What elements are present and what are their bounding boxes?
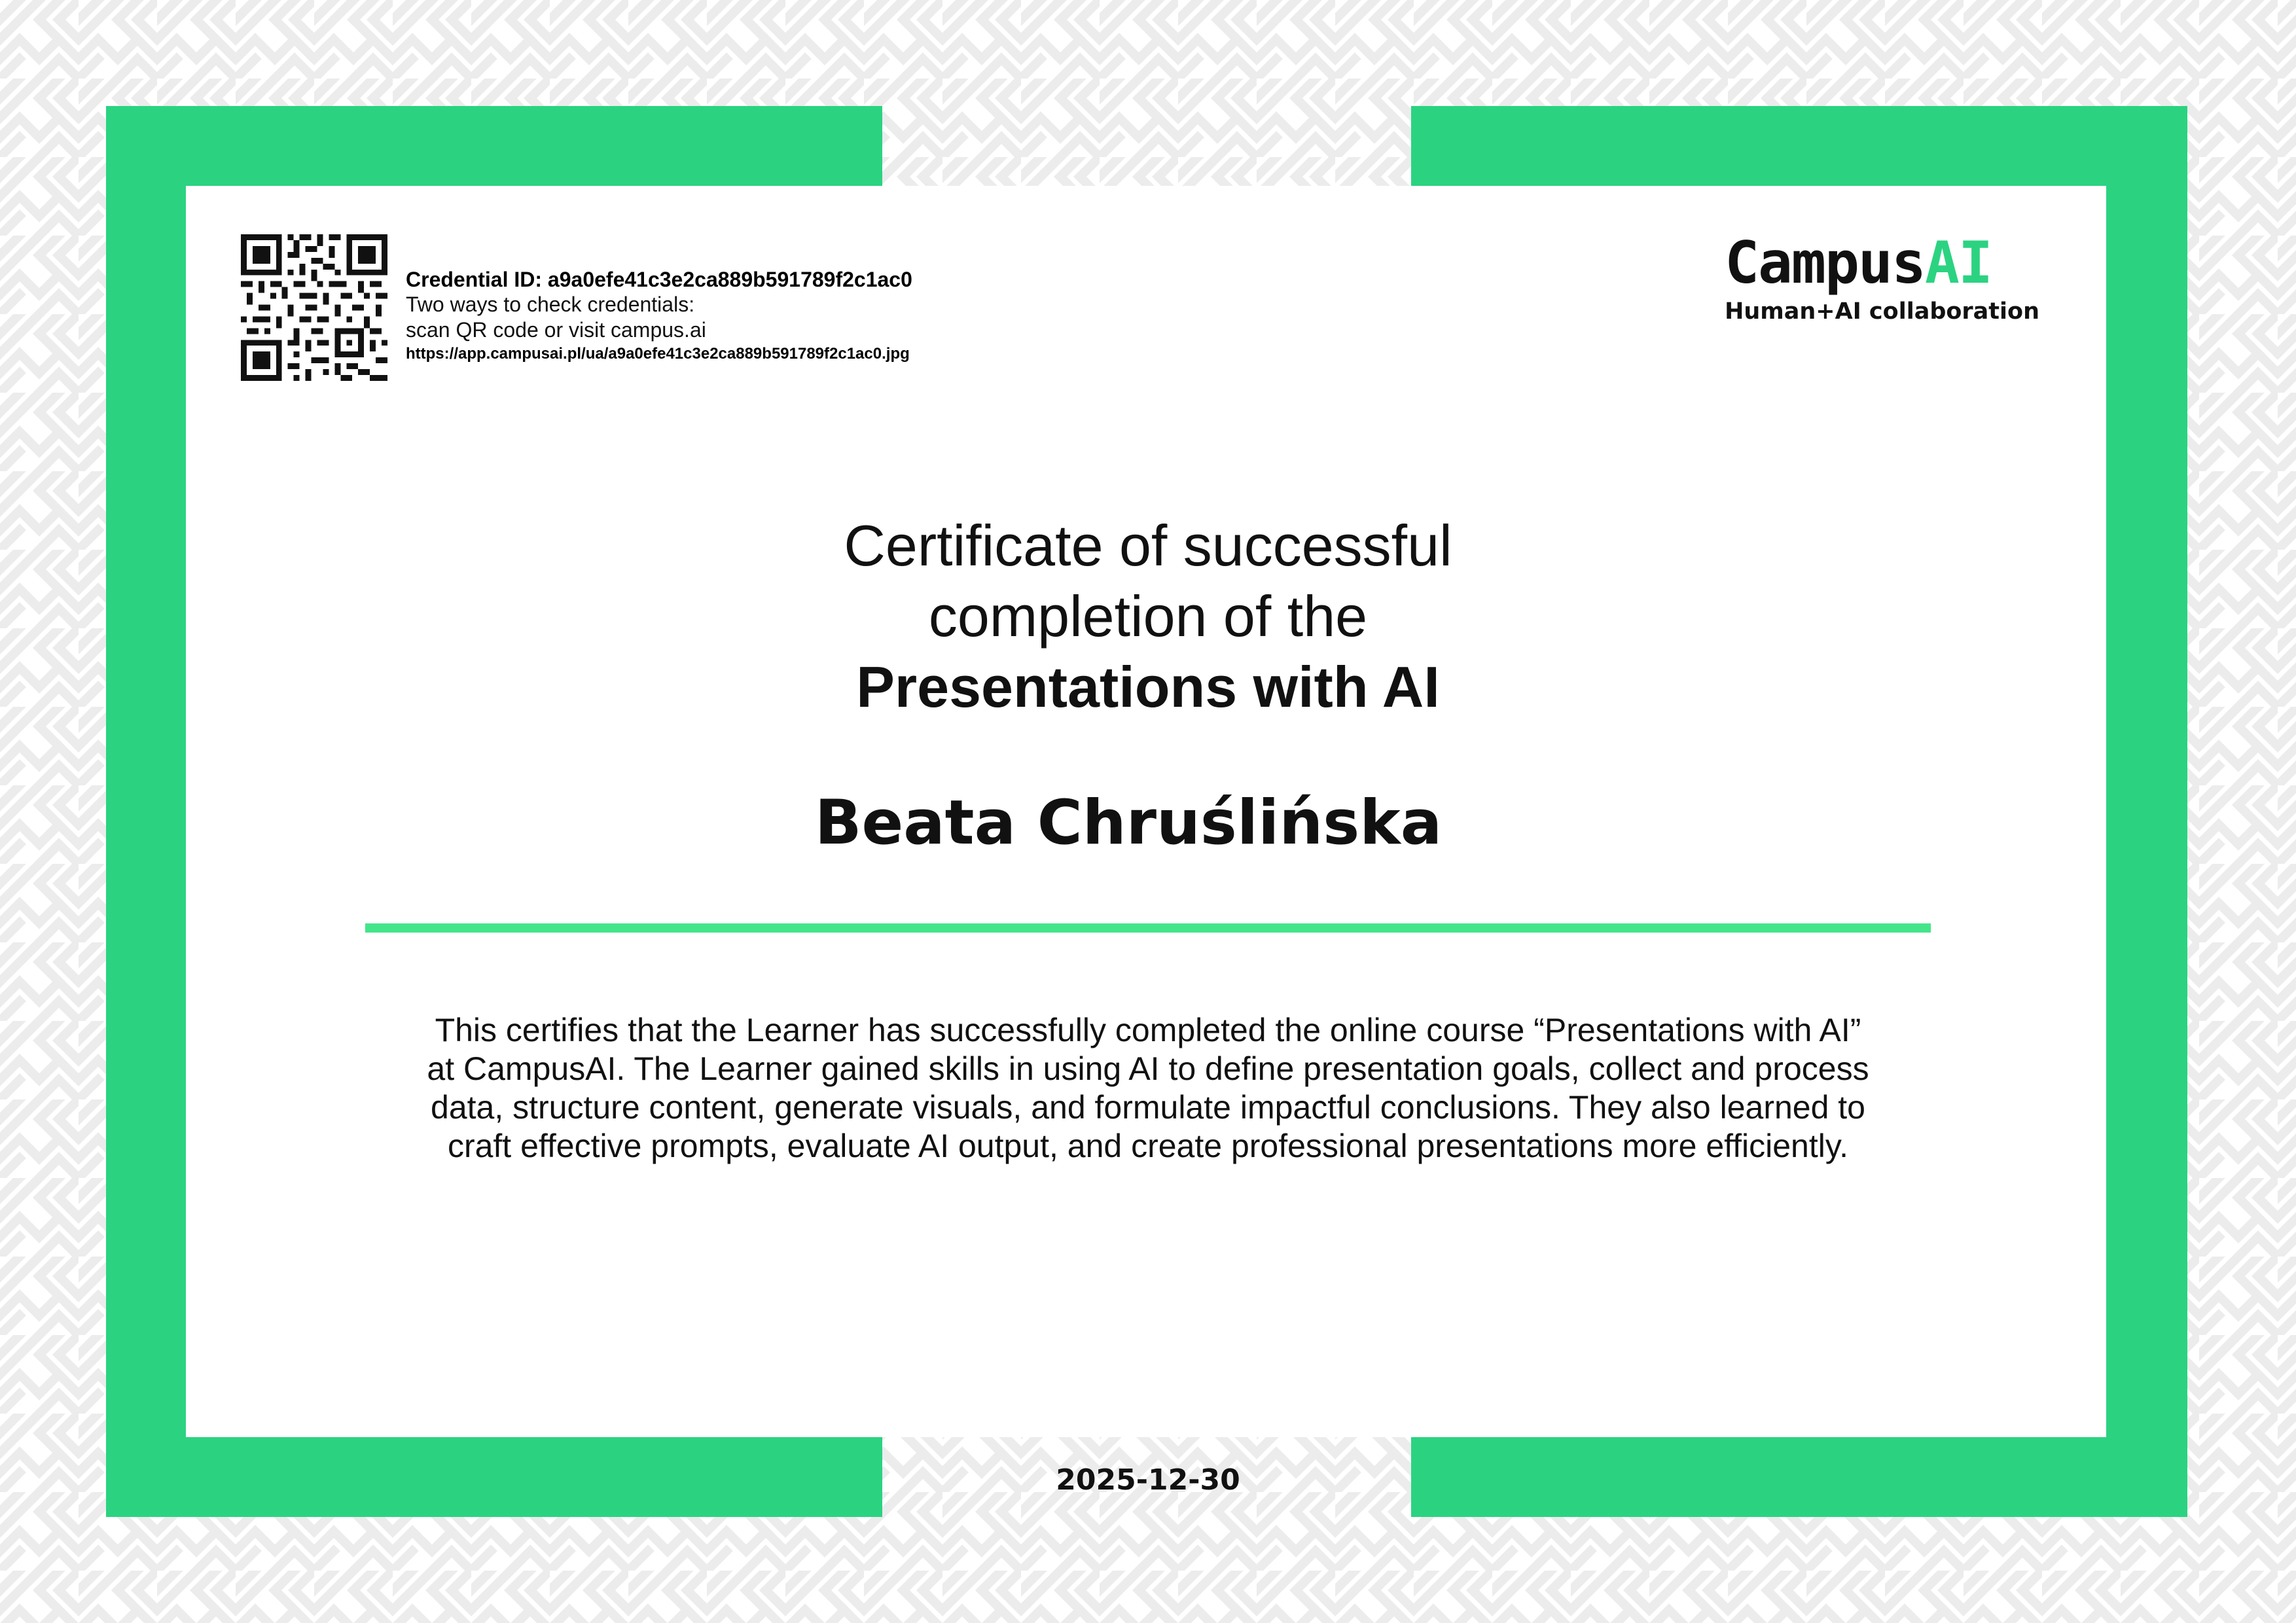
course-name: Presentations with AI [856,654,1440,719]
certificate-description: This certifies that the Learner has successfully completed the online course “Presentations with AI” at CampusAI. The Learner gained skills in using AI to define presentation goals, collect and process data, structure content, generate visuals, and formulate impactful conclusions. They also learned to craft effective prompts, evaluate AI output, and create professional presentations more efficiently. [427,1012,1869,1164]
green-divider [365,923,1931,933]
logo-ai-text: AI [1924,229,1992,296]
title-line-1: Certificate of successful [844,513,1452,578]
credential-url-link[interactable]: https://app.campusai.pl/ua/a9a0efe41c3e2ca889b591789f2c1ac0.jpg [406,345,910,363]
credential-block [406,267,912,364]
frame-top-left-bar [106,106,882,186]
logo-wordmark [1725,229,2039,296]
credential-id-label: Credential ID: [406,268,543,291]
credential-id-value: a9a0efe41c3e2ca889b591789f2c1ac0 [547,268,912,291]
logo-tagline: Human+AI collaboration [1725,298,2039,325]
credential-check-line-2: scan QR code or visit campus.ai [406,317,706,342]
credential-id [406,267,912,292]
title-line-2: completion of the [928,584,1368,649]
frame-top-right-bar [1411,106,2187,186]
certificate-title [0,510,2296,722]
campusai-logo [1725,229,2039,325]
certificate-date: 2025-12-30 [1056,1463,1240,1497]
logo-campus-text: Campus [1725,229,1925,296]
qr-code-icon[interactable] [241,234,387,381]
learner-name: Beata Chruślińska [814,787,1443,859]
credential-check-line-1: Two ways to check credentials: [406,293,695,317]
